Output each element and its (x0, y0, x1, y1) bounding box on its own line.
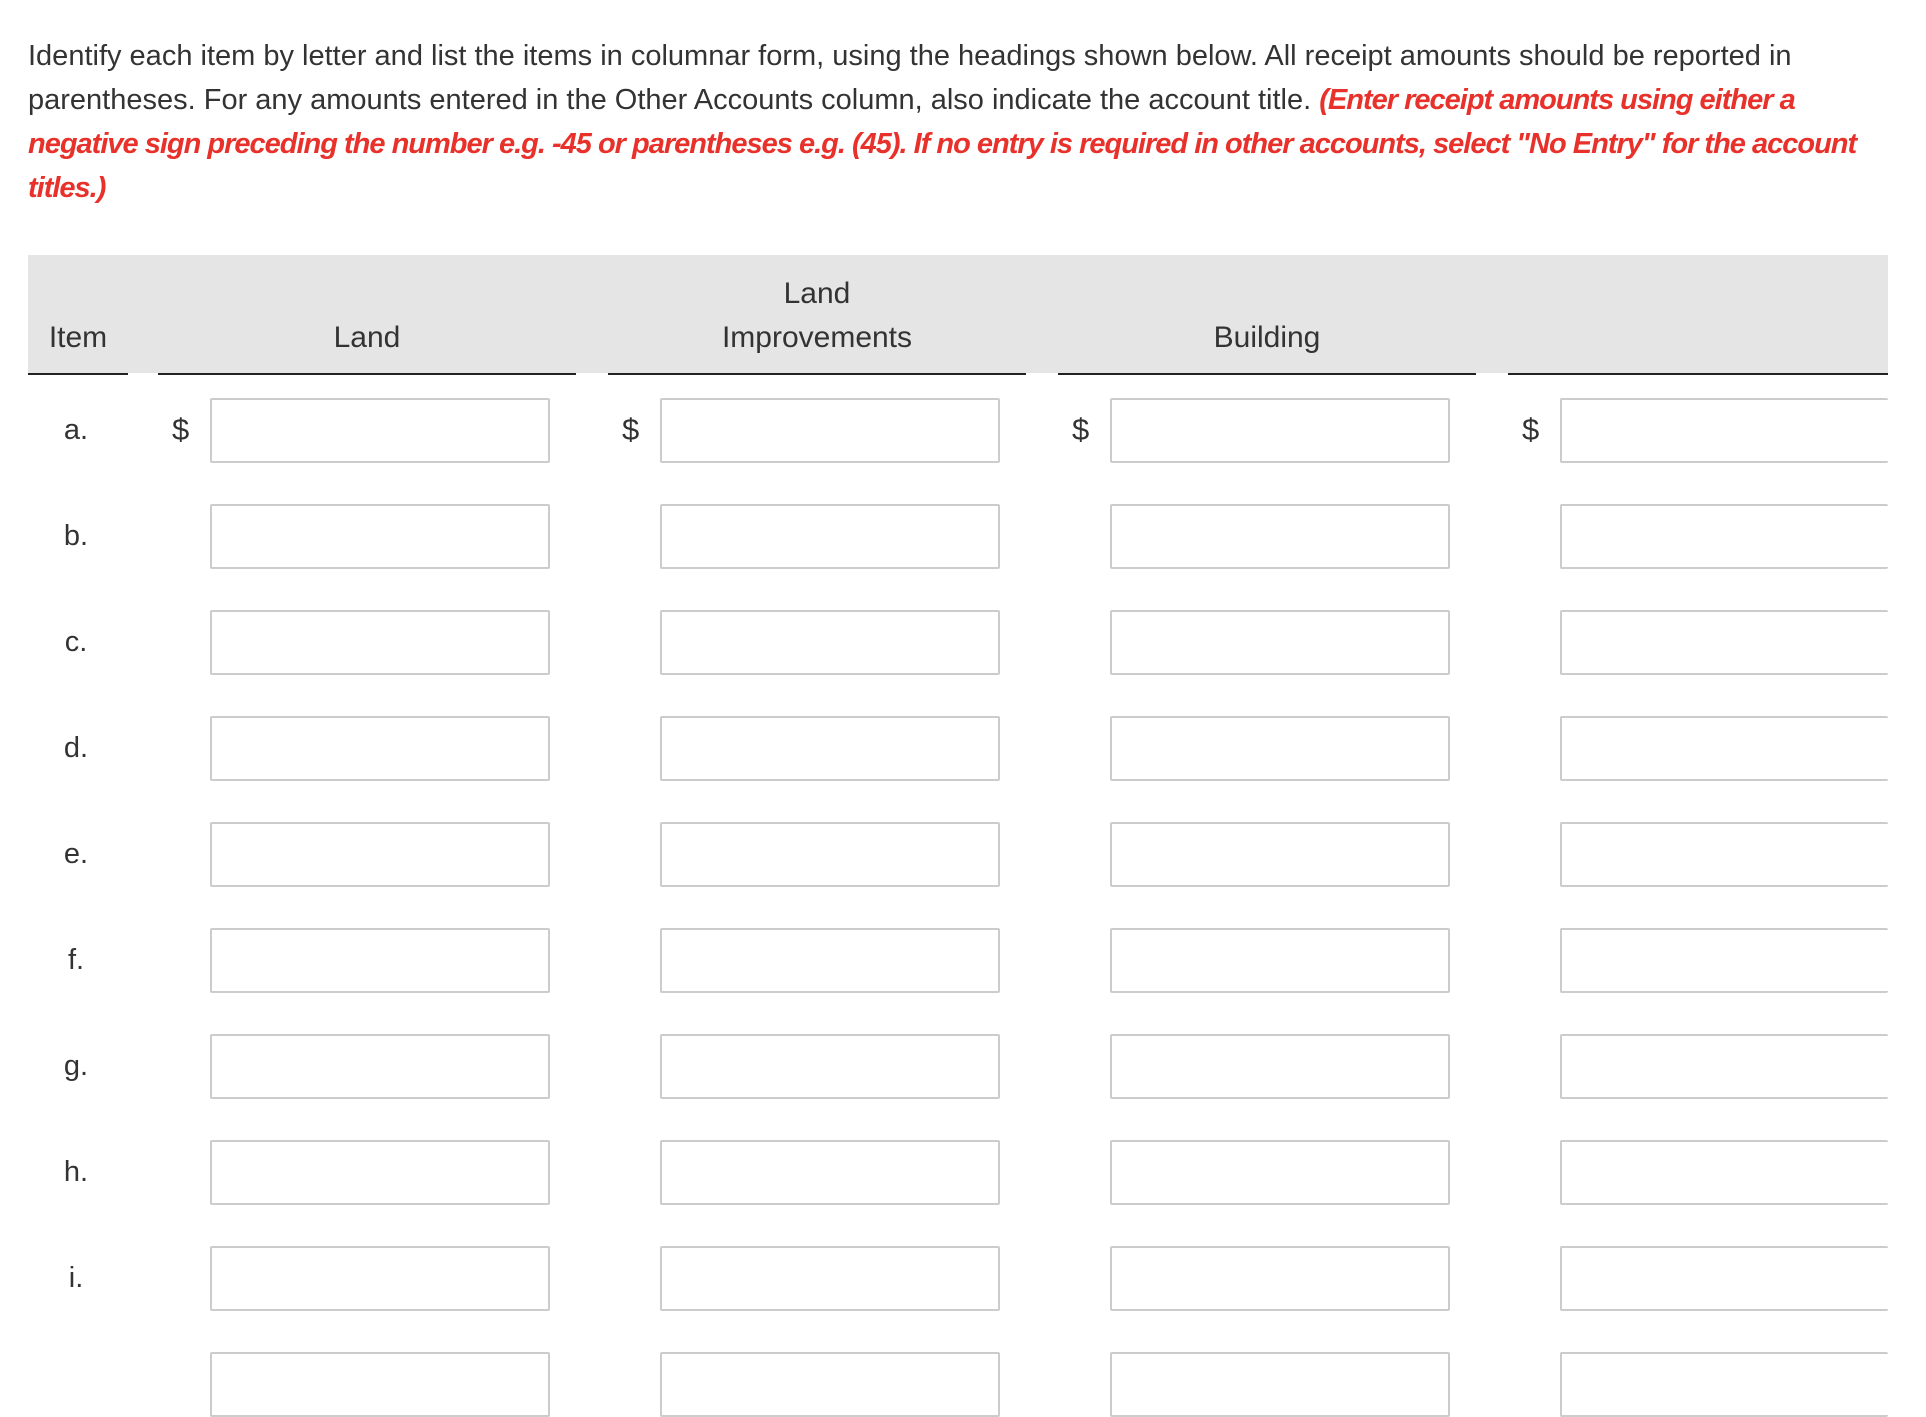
header-rule-item (28, 373, 128, 375)
amount-input-land-improvements[interactable] (660, 928, 1000, 993)
amount-input-land[interactable] (210, 1140, 550, 1205)
column-header-item: Item (48, 321, 108, 354)
amount-input-other[interactable] (1560, 928, 1888, 993)
amount-input-land[interactable] (210, 1246, 550, 1311)
amount-input-land-improvements[interactable] (660, 610, 1000, 675)
amount-input-building[interactable] (1110, 1246, 1450, 1311)
amount-input-land-improvements[interactable] (660, 398, 1000, 463)
amount-input-other[interactable] (1560, 1140, 1888, 1205)
row-label: h. (63, 1156, 89, 1188)
amount-input-other[interactable] (1560, 504, 1888, 569)
header-rule-other (1508, 373, 1888, 375)
amount-input-land-improvements[interactable] (660, 1246, 1000, 1311)
row-label: e. (63, 838, 89, 870)
amount-input-land-improvements[interactable] (660, 1034, 1000, 1099)
instructions-hint: (Enter receipt amounts using either a negative sign preceding the number e.g. -45 or parentheses e.g. (45). If no entry is required in other accounts, select "No Entry" for the account titles.) (28, 84, 1857, 204)
amount-input-land[interactable] (210, 716, 550, 781)
row-label: a. (63, 414, 89, 446)
amount-input-other[interactable] (1560, 1246, 1888, 1311)
amount-input-land-improvements[interactable] (660, 1140, 1000, 1205)
amount-input-land[interactable] (210, 398, 550, 463)
column-header-land-improvements-line1: Land (783, 277, 851, 310)
amount-input-land[interactable] (210, 1034, 550, 1099)
amount-input-land[interactable] (210, 504, 550, 569)
amount-input-land[interactable] (210, 1352, 550, 1417)
amount-input-land[interactable] (210, 822, 550, 887)
currency-symbol: $ (1522, 412, 1540, 447)
amount-input-building[interactable] (1110, 928, 1450, 993)
row-label: g. (63, 1050, 89, 1082)
amount-input-land[interactable] (210, 610, 550, 675)
amount-input-other[interactable] (1560, 398, 1888, 463)
amount-input-land-improvements[interactable] (660, 822, 1000, 887)
header-rule-land-improvements (608, 373, 1026, 375)
amount-input-other[interactable] (1560, 822, 1888, 887)
amount-input-building[interactable] (1110, 504, 1450, 569)
amount-input-building[interactable] (1110, 716, 1450, 781)
amount-input-building[interactable] (1110, 1034, 1450, 1099)
column-header-land-improvements-line2: Improvements (721, 321, 913, 354)
header-rule-building (1058, 373, 1476, 375)
currency-symbol: $ (622, 412, 640, 447)
amount-input-land-improvements[interactable] (660, 716, 1000, 781)
amount-input-building[interactable] (1110, 610, 1450, 675)
amount-input-land-improvements[interactable] (660, 1352, 1000, 1417)
amount-input-other[interactable] (1560, 610, 1888, 675)
instructions-main: Identify each item by letter and list the items in columnar form, using the headings shown below. All receipt amounts should be reported in parentheses. For any amounts entered in the Other Accounts column, also indicate the account title. (28, 40, 1792, 116)
row-label: i. (68, 1262, 84, 1294)
amount-input-land[interactable] (210, 928, 550, 993)
column-header-building: Building (1213, 321, 1321, 354)
amount-input-building[interactable] (1110, 1140, 1450, 1205)
amount-input-other[interactable] (1560, 1352, 1888, 1417)
row-label: d. (63, 732, 89, 764)
amount-input-building[interactable] (1110, 822, 1450, 887)
row-label: b. (63, 520, 89, 552)
instructions-text (28, 34, 1888, 210)
column-header-land: Land (333, 321, 401, 354)
column-header-land-improvements (608, 272, 1026, 360)
row-label: f. (67, 944, 85, 976)
amount-input-land-improvements[interactable] (660, 504, 1000, 569)
amount-input-other[interactable] (1560, 1034, 1888, 1099)
amount-input-other[interactable] (1560, 716, 1888, 781)
amount-input-building[interactable] (1110, 1352, 1450, 1417)
currency-symbol: $ (1072, 412, 1090, 447)
row-label: c. (64, 626, 88, 658)
currency-symbol: $ (172, 412, 190, 447)
amount-input-building[interactable] (1110, 398, 1450, 463)
header-rule-land (158, 373, 576, 375)
